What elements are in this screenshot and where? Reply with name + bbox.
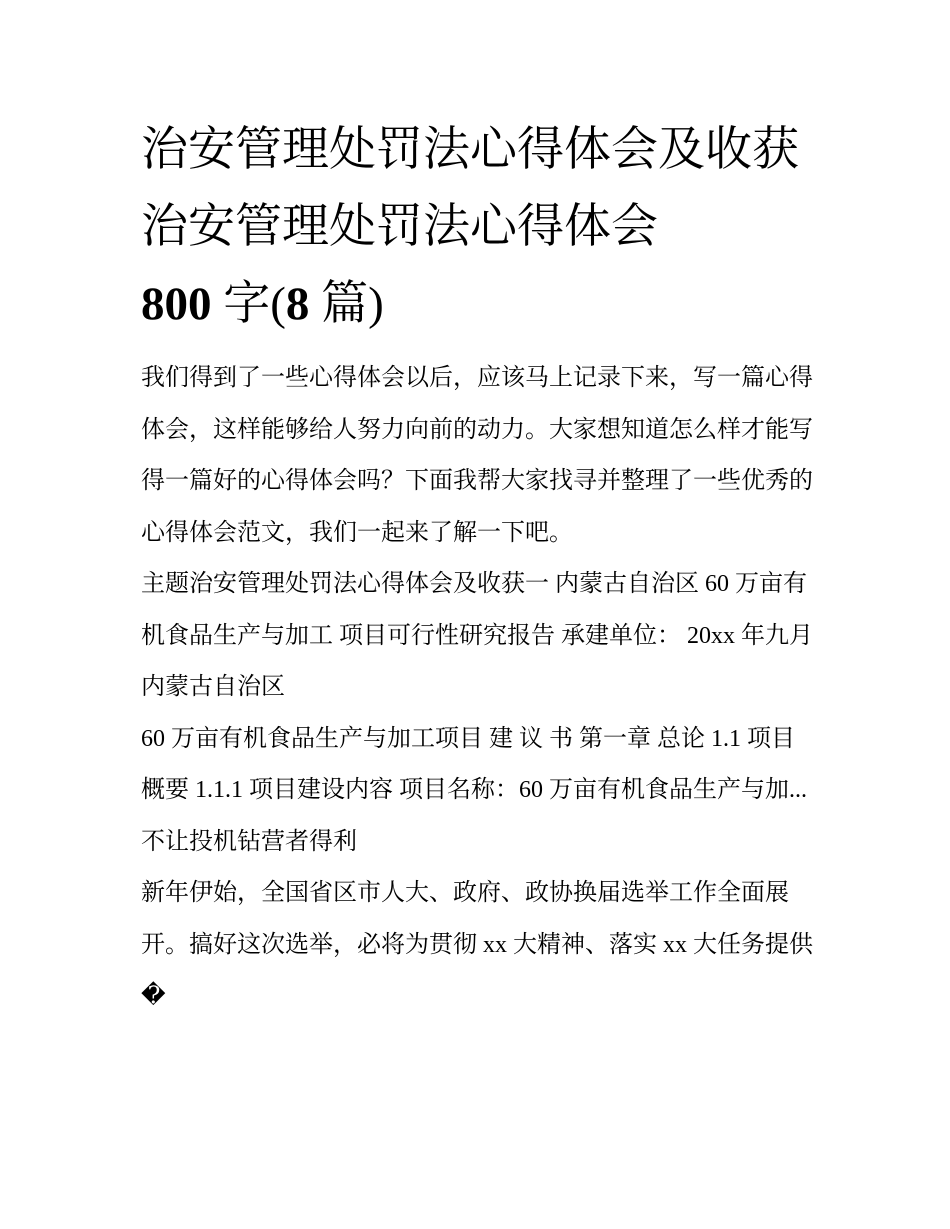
- body-paragraph-3: 新年伊始，全国省区市人大、政府、政协换届选举工作全面展开。搞好这次选举，必将为贯彻 xx 大精神、落实 xx 大任务提供�: [141, 880, 813, 1009]
- title-text-part3: 篇): [321, 278, 384, 330]
- body-paragraph-2: 60 万亩有机食品生产与加工项目 建 议 书 第一章 总论 1.1 项目概要 1.1.1 项目建设内容 项目名称：60 万亩有机食品生产与加... 不让投机钻营者得利: [141, 725, 807, 855]
- document-title: [141, 112, 813, 343]
- title-text-part2: 字(: [223, 278, 286, 330]
- intro-paragraph: 我们得到了一些心得体会以后，应该马上记录下来，写一篇心得体会，这样能够给人努力向前的动力。大家想知道怎么样才能写得一篇好的心得体会吗？下面我帮大家找寻并整理了一些优秀的心得体会范文，我们一起来了解一下吧。: [141, 365, 813, 546]
- document-page: [141, 112, 813, 1023]
- title-article-count: 8: [285, 278, 310, 330]
- title-word-count: 800: [141, 278, 212, 330]
- body-paragraph-1: 主题治安管理处罚法心得体会及收获一 内蒙古自治区 60 万亩有机食品生产与加工 项目可行性研究报告 承建单位： 20xx 年九月 内蒙古自治区: [141, 571, 813, 700]
- title-text-part1: 治安管理处罚法心得体会及收获 治安管理处罚法心得体会: [141, 124, 799, 253]
